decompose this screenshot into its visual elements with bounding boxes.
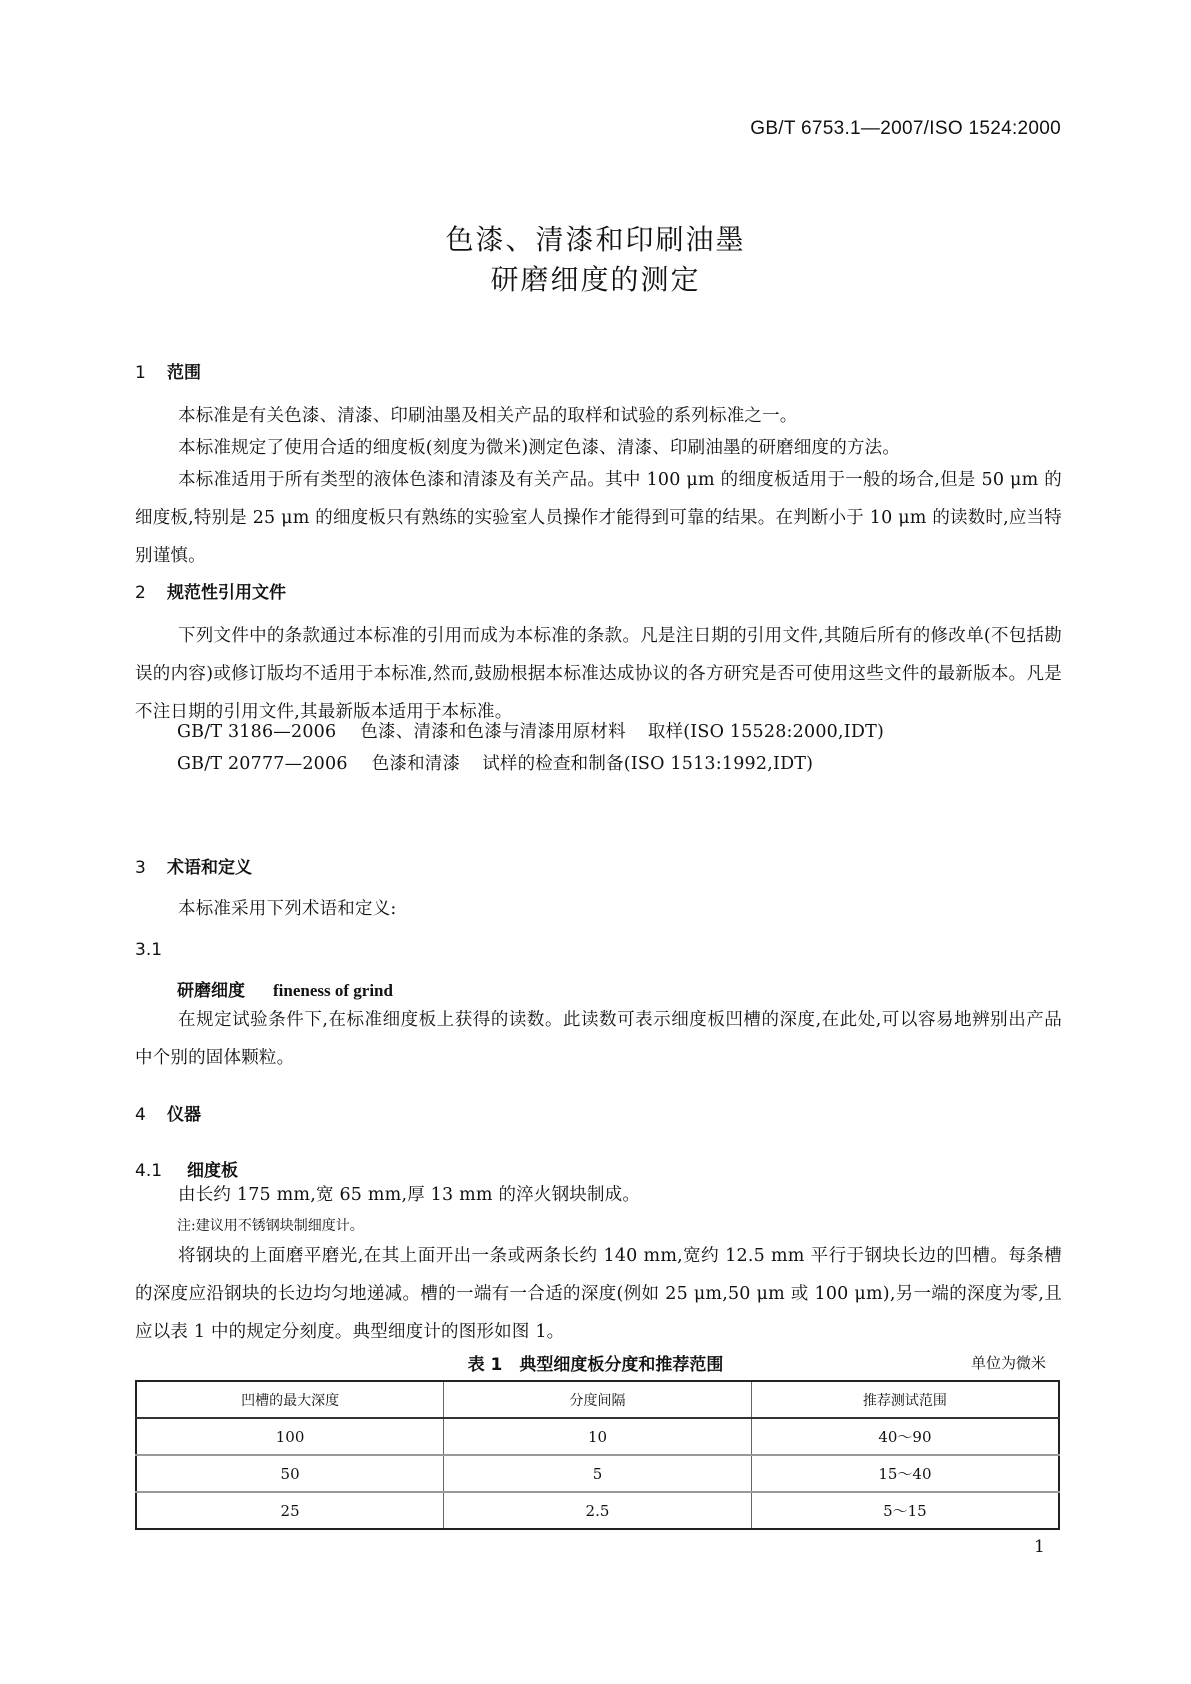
term-entry — [177, 976, 393, 1001]
note: 注:建议用不锈钢块制细度计。 — [177, 1218, 364, 1234]
table-cell: 10 — [444, 1418, 752, 1455]
table-row — [136, 1492, 1059, 1529]
page-number: 1 — [1034, 1537, 1045, 1557]
section-title: 范围 — [167, 363, 201, 383]
subsection-3-1-number: 3.1 — [135, 940, 163, 960]
paragraph: 本标准是有关色漆、清漆、印刷油墨及相关产品的取样和试验的系列标准之一。 — [178, 406, 798, 426]
section-title: 仪器 — [167, 1105, 201, 1125]
section-number: 1 — [135, 363, 146, 383]
table-cell: 40～90 — [751, 1418, 1059, 1455]
table-header-row — [136, 1381, 1059, 1418]
paragraph: 本标准适用于所有类型的液体色漆和清漆及有关产品。其中 100 μm 的细度板适用于一般的场合,但是 50 μm 的细度板,特别是 25 μm 的细度板只有熟练的实验室人员操作才能得到可靠的结果。在判断小于 10 μm 的读数时,应当特别谨慎。 — [135, 470, 1062, 566]
section-number: 2 — [135, 583, 146, 603]
subsection-title: 细度板 — [187, 1161, 238, 1181]
section-number: 3 — [135, 858, 146, 878]
table-row — [136, 1455, 1059, 1492]
table-row — [136, 1418, 1059, 1455]
term-chinese: 研磨细度 — [177, 981, 245, 1001]
table-caption: 表 1 典型细度板分度和推荐范围 — [467, 1355, 724, 1375]
grind-gauge-table — [135, 1380, 1060, 1530]
definition-paragraph: 在规定试验条件下,在标准细度板上获得的读数。此读数可表示细度板凹槽的深度,在此处,可以容易地辨别出产品中个别的固体颗粒。 — [135, 1010, 1062, 1068]
standard-number-header: GB/T 6753.1—2007/ISO 1524:2000 — [750, 118, 1061, 139]
section-title: 术语和定义 — [167, 858, 252, 878]
table-cell: 2.5 — [444, 1492, 752, 1529]
section-1-heading — [135, 358, 201, 383]
column-header: 凹槽的最大深度 — [136, 1381, 444, 1418]
paragraph: 由长约 175 mm,宽 65 mm,厚 13 mm 的淬火钢块制成。 — [178, 1185, 641, 1205]
section-3-heading — [135, 853, 252, 878]
reference-title: 色漆、清漆和色漆与清漆用原材料 — [360, 722, 626, 742]
reference-title-sub: 取样(ISO 15528:2000,IDT) — [647, 722, 884, 742]
table-cell: 100 — [136, 1418, 444, 1455]
normative-reference — [177, 745, 813, 783]
table-cell: 15～40 — [751, 1455, 1059, 1492]
table-cell: 25 — [136, 1492, 444, 1529]
subsection-number: 4.1 — [135, 1161, 163, 1181]
document-title-line1: 色漆、清漆和印刷油墨 — [445, 223, 746, 256]
paragraph: 本标准规定了使用合适的细度板(刻度为微米)测定色漆、清漆、印刷油墨的研磨细度的方法。 — [178, 438, 901, 458]
table-cell: 50 — [136, 1455, 444, 1492]
document-title-line2: 研磨细度的测定 — [490, 263, 701, 296]
paragraph: 本标准采用下列术语和定义: — [178, 899, 397, 919]
reference-title-sub: 试样的检查和制备(ISO 1513:1992,IDT) — [482, 754, 814, 774]
term-english: fineness of grind — [273, 981, 393, 1000]
reference-code: GB/T 3186—2006 — [177, 722, 337, 742]
column-header: 分度间隔 — [444, 1381, 752, 1418]
section-2-heading — [135, 578, 286, 603]
section-4-heading — [135, 1100, 201, 1125]
section-title: 规范性引用文件 — [167, 583, 286, 603]
paragraph: 下列文件中的条款通过本标准的引用而成为本标准的条款。凡是注日期的引用文件,其随后所有的修改单(不包括勘误的内容)或修订版均不适用于本标准,然而,鼓励根据本标准达成协议的各方研究是否可使用这些文件的最新版本。凡是不注日期的引用文件,其最新版本适用于本标准。 — [135, 626, 1062, 722]
reference-code: GB/T 20777—2006 — [177, 754, 348, 774]
column-header: 推荐测试范围 — [751, 1381, 1059, 1418]
table-unit: 单位为微米 — [970, 1354, 1046, 1372]
paragraph: 将钢块的上面磨平磨光,在其上面开出一条或两条长约 140 mm,宽约 12.5 mm 平行于钢块长边的凹槽。每条槽的深度应沿钢块的长边均匀地递减。槽的一端有一合适的深度(例如 25 μm,50 μm 或 100 μm),另一端的深度为零,且应以表 1 中的规定分刻度。典型细度计的图形如图 1。 — [135, 1246, 1062, 1342]
table-cell: 5 — [444, 1455, 752, 1492]
reference-title: 色漆和清漆 — [371, 754, 461, 774]
section-number: 4 — [135, 1105, 146, 1125]
table-cell: 5～15 — [751, 1492, 1059, 1529]
